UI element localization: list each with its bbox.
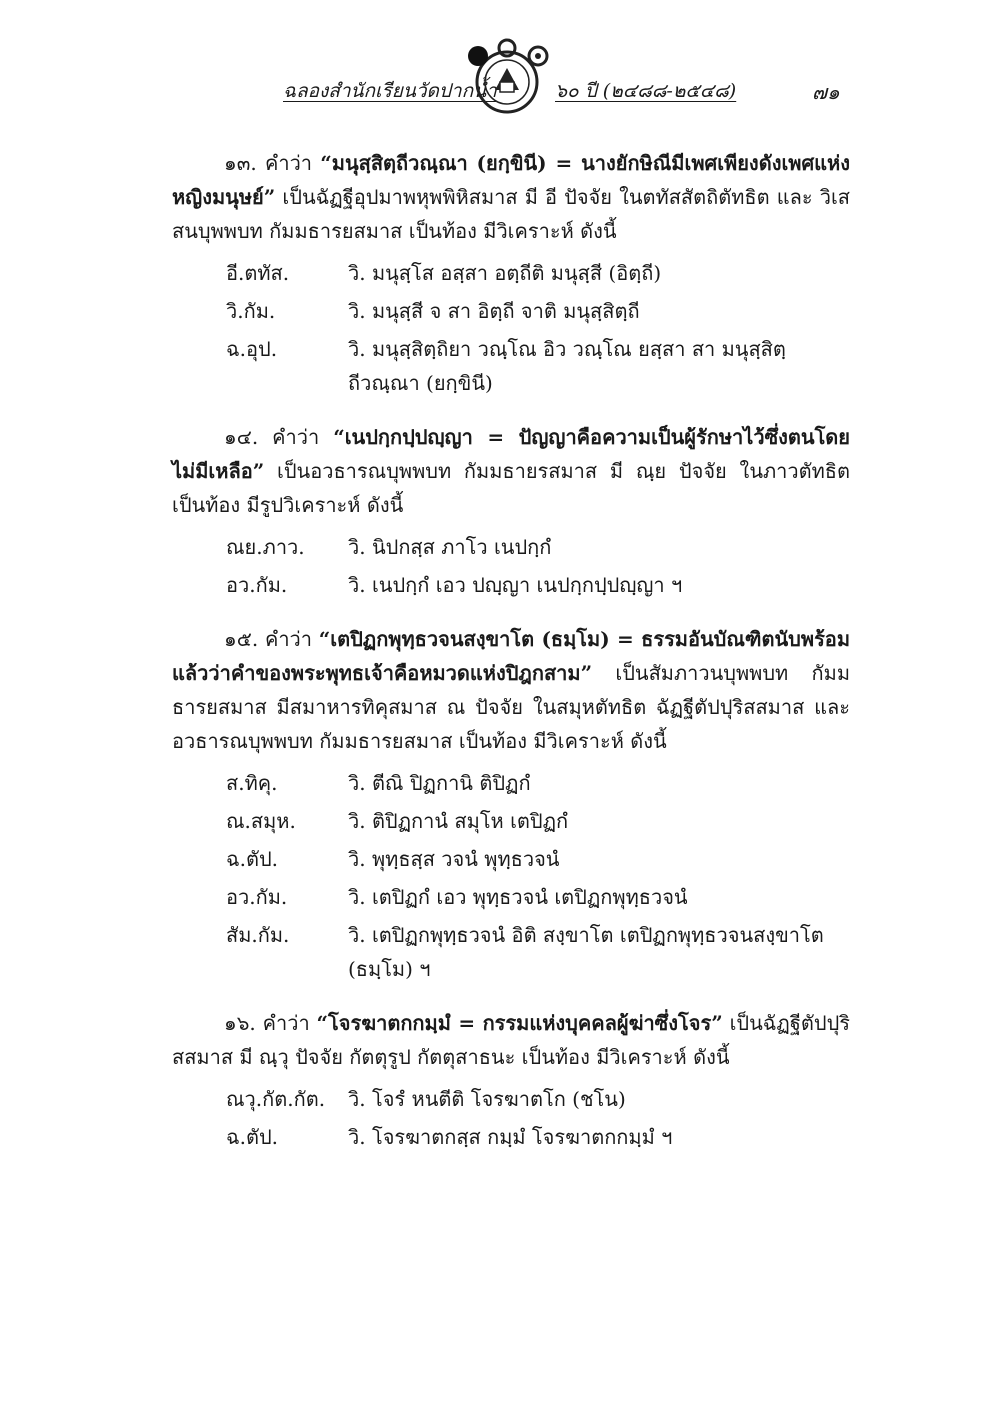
analysis-abbr: ฉ.ตัป. [226,847,279,871]
section-16 [172,1006,850,1154]
section-text: เป็นฉัฏฐีตัปปุริสสมาส มี ณฺวุ ปัจจัย กัตตุรูป กัตตุสาธนะ เป็นท้อง มีวิเคราะห์ ดังนี้ [172,1011,851,1069]
paragraph [172,420,850,522]
analysis-abbr: อี.ตทัส. [226,261,290,285]
analysis-abbr: ณย.ภาว. [226,535,305,559]
section-text: เป็นฉัฏฐีอุปมาพหุพพิหิสมาส มี อี ปัจจัย ในตทัสสัตถิตัทธิต และ วิเสสนบุพพบท กัมมธารยสมาส เป็นท้อง มีวิเคราะห์ ดังนี้ [172,185,851,243]
analysis-row [172,530,850,564]
analysis-row [172,880,850,914]
section-intro: คำว่า [264,627,313,651]
analysis-abbr: ฉ.อุป. [226,337,278,361]
document-body [172,146,850,1174]
analysis-text: วิ. โจรํ หนตีติ โจรฆาตโก (ชโน) [348,1087,626,1111]
analysis-text: วิ. โจรฆาตกสฺส กมฺมํ โจรฆาตกกมฺมํ ฯ [348,1125,673,1149]
analysis-text: วิ. เตปิฏกํ เอว พุทฺธวจนํ เตปิฏกพุทฺธวจนํ [348,885,688,909]
analysis-text: วิ. มนุสฺโส อสฺสา อตฺถีติ มนุสฺสี (อิตฺถี) [348,261,662,285]
analysis-row [172,842,850,876]
analysis-abbr: สัม.กัม. [226,923,290,947]
analysis-abbr: ณ.สมุห. [226,809,296,833]
analysis-row [172,294,850,328]
analysis-abbr: ส.ทิคุ. [226,771,278,795]
analysis-row [172,1120,850,1154]
section-text: เป็นสัมภาวนบุพพบท กัมมธารยสมาส มีสมาหารทิคุสมาส ณ ปัจจัย ในสมุหตัทธิต ฉัฏฐีตัปปุริสสมาส และอวธารณบุพพบท กัมมธารยสมาส เป็นท้อง มีวิเคราะห์ ดังนี้ [172,661,850,753]
section-intro: คำว่า [264,151,313,175]
analysis-text: วิ. ตีณิ ปิฏกานิ ติปิฏกํ [348,771,531,795]
section-15 [172,622,850,986]
analysis-abbr: วิ.กัม. [226,299,276,323]
section-number: ๑๔. [224,425,259,449]
analysis-abbr: อว.กัม. [226,885,288,909]
analysis-text: วิ. เนปกฺกํ เอว ปญฺญา เนปกฺกปฺปญฺญา ฯ [348,573,683,597]
paragraph [172,146,850,248]
section-text: เป็นอวธารณบุพพบท กัมมธายรสมาส มี ณฺย ปัจจัย ในภาวตัทธิต เป็นท้อง มีรูปวิเคราะห์ ดังนี้ [172,459,851,517]
analysis-row [172,766,850,800]
analysis-abbr: อว.กัม. [226,573,288,597]
analysis-text: วิ. มนุสฺสี จ สา อิตฺถี จาติ มนุสฺสิตฺถี [348,299,640,323]
analysis-row [172,568,850,602]
section-13 [172,146,850,400]
analysis-row [172,332,850,400]
section-number: ๑๖. [224,1011,256,1035]
analysis-text: วิ. มนุสฺสิตฺถิยา วณฺโณ อิว วณฺโณ ยสฺสา สา มนุสฺสิตฺถีวณฺณา (ยกฺขินี) [348,337,786,395]
analysis-text: วิ. เตปิฏกพุทฺธวจนํ อิติ สงฺขาโต เตปิฏกพุทฺธวจนสงฺขาโต (ธมฺโม) ฯ [348,923,824,981]
analysis-row [172,918,850,986]
term-heading: “มนุสฺสิตฺถีวณฺณา (ยกฺขินี) = นางยักษิณีมีเพศเพียงดังเพศแห่งหญิงมนุษย์” [172,151,851,209]
term-heading: “เตปิฏกพุทฺธวจนสงฺขาโต (ธมฺโม) = ธรรมอันบัณฑิตนับพร้อมแล้วว่าคำของพระพุทธเจ้าคือหมวดแห่งปิฎกสาม” [172,627,851,685]
analysis-abbr: ณวุ.กัต.กัต. [226,1087,326,1111]
header-left-title: ฉลองสำนักเรียนวัดปากน้ำ [283,80,497,102]
analysis-abbr: ฉ.ตัป. [226,1125,279,1149]
paragraph [172,622,850,758]
term-heading: “เนปกฺกปฺปญฺญา = ปัญญาคือความเป็นผู้รักษาไว้ซึ่งตนโดยไม่มีเหลือ” [172,425,851,483]
page-number: ๗๑ [812,80,840,104]
header-anniversary-title: ๖๐ ปี (๒๔๘๘-๒๕๔๘) [555,80,737,102]
analysis-row [172,1082,850,1116]
term-heading: “โจรฆาตกกมฺมํ = กรรมแห่งบุคคลผู้ฆ่าซึ่งโจร” [316,1011,723,1035]
analysis-row [172,804,850,838]
section-14 [172,420,850,602]
section-number: ๑๓. [224,151,257,175]
analysis-text: วิ. นิปกสฺส ภาโว เนปกฺกํ [348,535,552,559]
analysis-row [172,256,850,290]
section-intro: คำว่า [262,1011,310,1035]
page-header [0,36,1000,126]
analysis-text: วิ. พุทฺธสฺส วจนํ พุทฺธวจนํ [348,847,560,871]
section-intro: คำว่า [272,425,320,449]
temple-seal-icon [462,38,552,124]
section-number: ๑๕. [224,627,259,651]
paragraph [172,1006,850,1074]
analysis-text: วิ. ติปิฏกานํ สมุโห เตปิฏกํ [348,809,569,833]
